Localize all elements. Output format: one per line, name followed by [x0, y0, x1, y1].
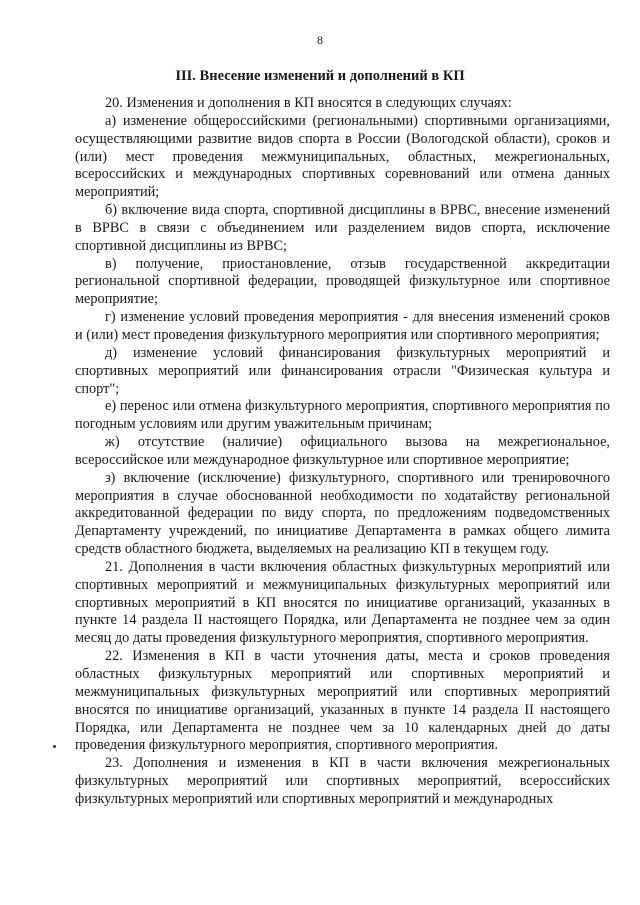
item-zh: ж) отсутствие (наличие) официального вызова на межрегиональное, всероссийское или международное физкультурное или спортивное мероприятие; — [75, 434, 610, 468]
paragraph-23: 23. Дополнения и изменения в КП в части включения межрегиональных физкультурных мероприятий или спортивных мероприятий, всероссийских физкультурных мероприятий или спортивных мероприятий и международных — [75, 755, 610, 807]
body-text — [75, 95, 610, 809]
page-number: 8 — [317, 33, 323, 47]
item-g: г) изменение условий проведения мероприятия - для внесения изменений сроков и (или) мест проведения физкультурного мероприятия или спортивного мероприятия; — [75, 309, 610, 343]
item-d: д) изменение условий финансирования физкультурных мероприятий и спортивных мероприятий или финансирования отрасли "Физическая культура и спорт"; — [75, 344, 610, 397]
item-z: з) включение (исключение) физкультурного, спортивного или тренировочного мероприятия в случае обоснованной необходимости по ходатайству региональной аккредитованной федерации по виду спорта, по предложениям подведомственных Департаменту учреждений, по инициативе Департамента в рамках общего лимита средств областного бюджета, выделяемых на реализацию КП в текущем году. — [75, 469, 610, 558]
paragraph-21: 21. Дополнения в части включения областных физкультурных мероприятий или спортивных мероприятий и межмуниципальных физкультурных мероприятий или спортивных мероприятий в КП вносятся по инициативе организаций, указанных в пункте 14 раздела II настоящего Порядка, или Департамента не позднее чем за один месяц до даты проведения физкультурного мероприятия, спортивного мероприятия. — [75, 558, 610, 647]
section-title: III. Внесение изменений и дополнений в КП — [175, 68, 465, 84]
item-v: в) получение, приостановление, отзыв государственной аккредитации региональной спортивной федерации, проводящей физкультурное или спортивное мероприятие; — [75, 255, 610, 308]
item-e: е) перенос или отмена физкультурного мероприятия, спортивного мероприятия по погодным условиям или другим уважительным причинам; — [75, 398, 610, 433]
item-a: а) изменение общероссийскими (региональными) спортивными организациями, осуществляющими развитие видов спорта в России (Вологодской области), сроков и (или) мест проведения межмуниципальных, областных, межрегиональных, всероссийских и международных спортивных соревнований или отмена данных мероприятий; — [75, 112, 610, 201]
item-b: б) включение вида спорта, спортивной дисциплины в ВРВС, внесение изменений в ВРВС в связи с объединением или разделением видов спорта, исключение спортивной дисциплины из ВРВС; — [75, 202, 610, 254]
paragraph-22: 22. Изменения в КП в части уточнения даты, места и сроков проведения областных физкультурных мероприятий или спортивных мероприятий и межмуниципальных физкультурных мероприятий или спортивных мероприятий вносятся по инициативе организаций, указанных в пункте 14 раздела II настоящего Порядка, или Департамента не позднее чем за 10 календарных дней до даты проведения физкультурного мероприятия, спортивного мероприятия. — [75, 648, 610, 754]
paragraph-20: 20. Изменения и дополнения в КП вносятся в следующих случаях: — [105, 95, 512, 111]
scan-speck — [53, 745, 56, 748]
